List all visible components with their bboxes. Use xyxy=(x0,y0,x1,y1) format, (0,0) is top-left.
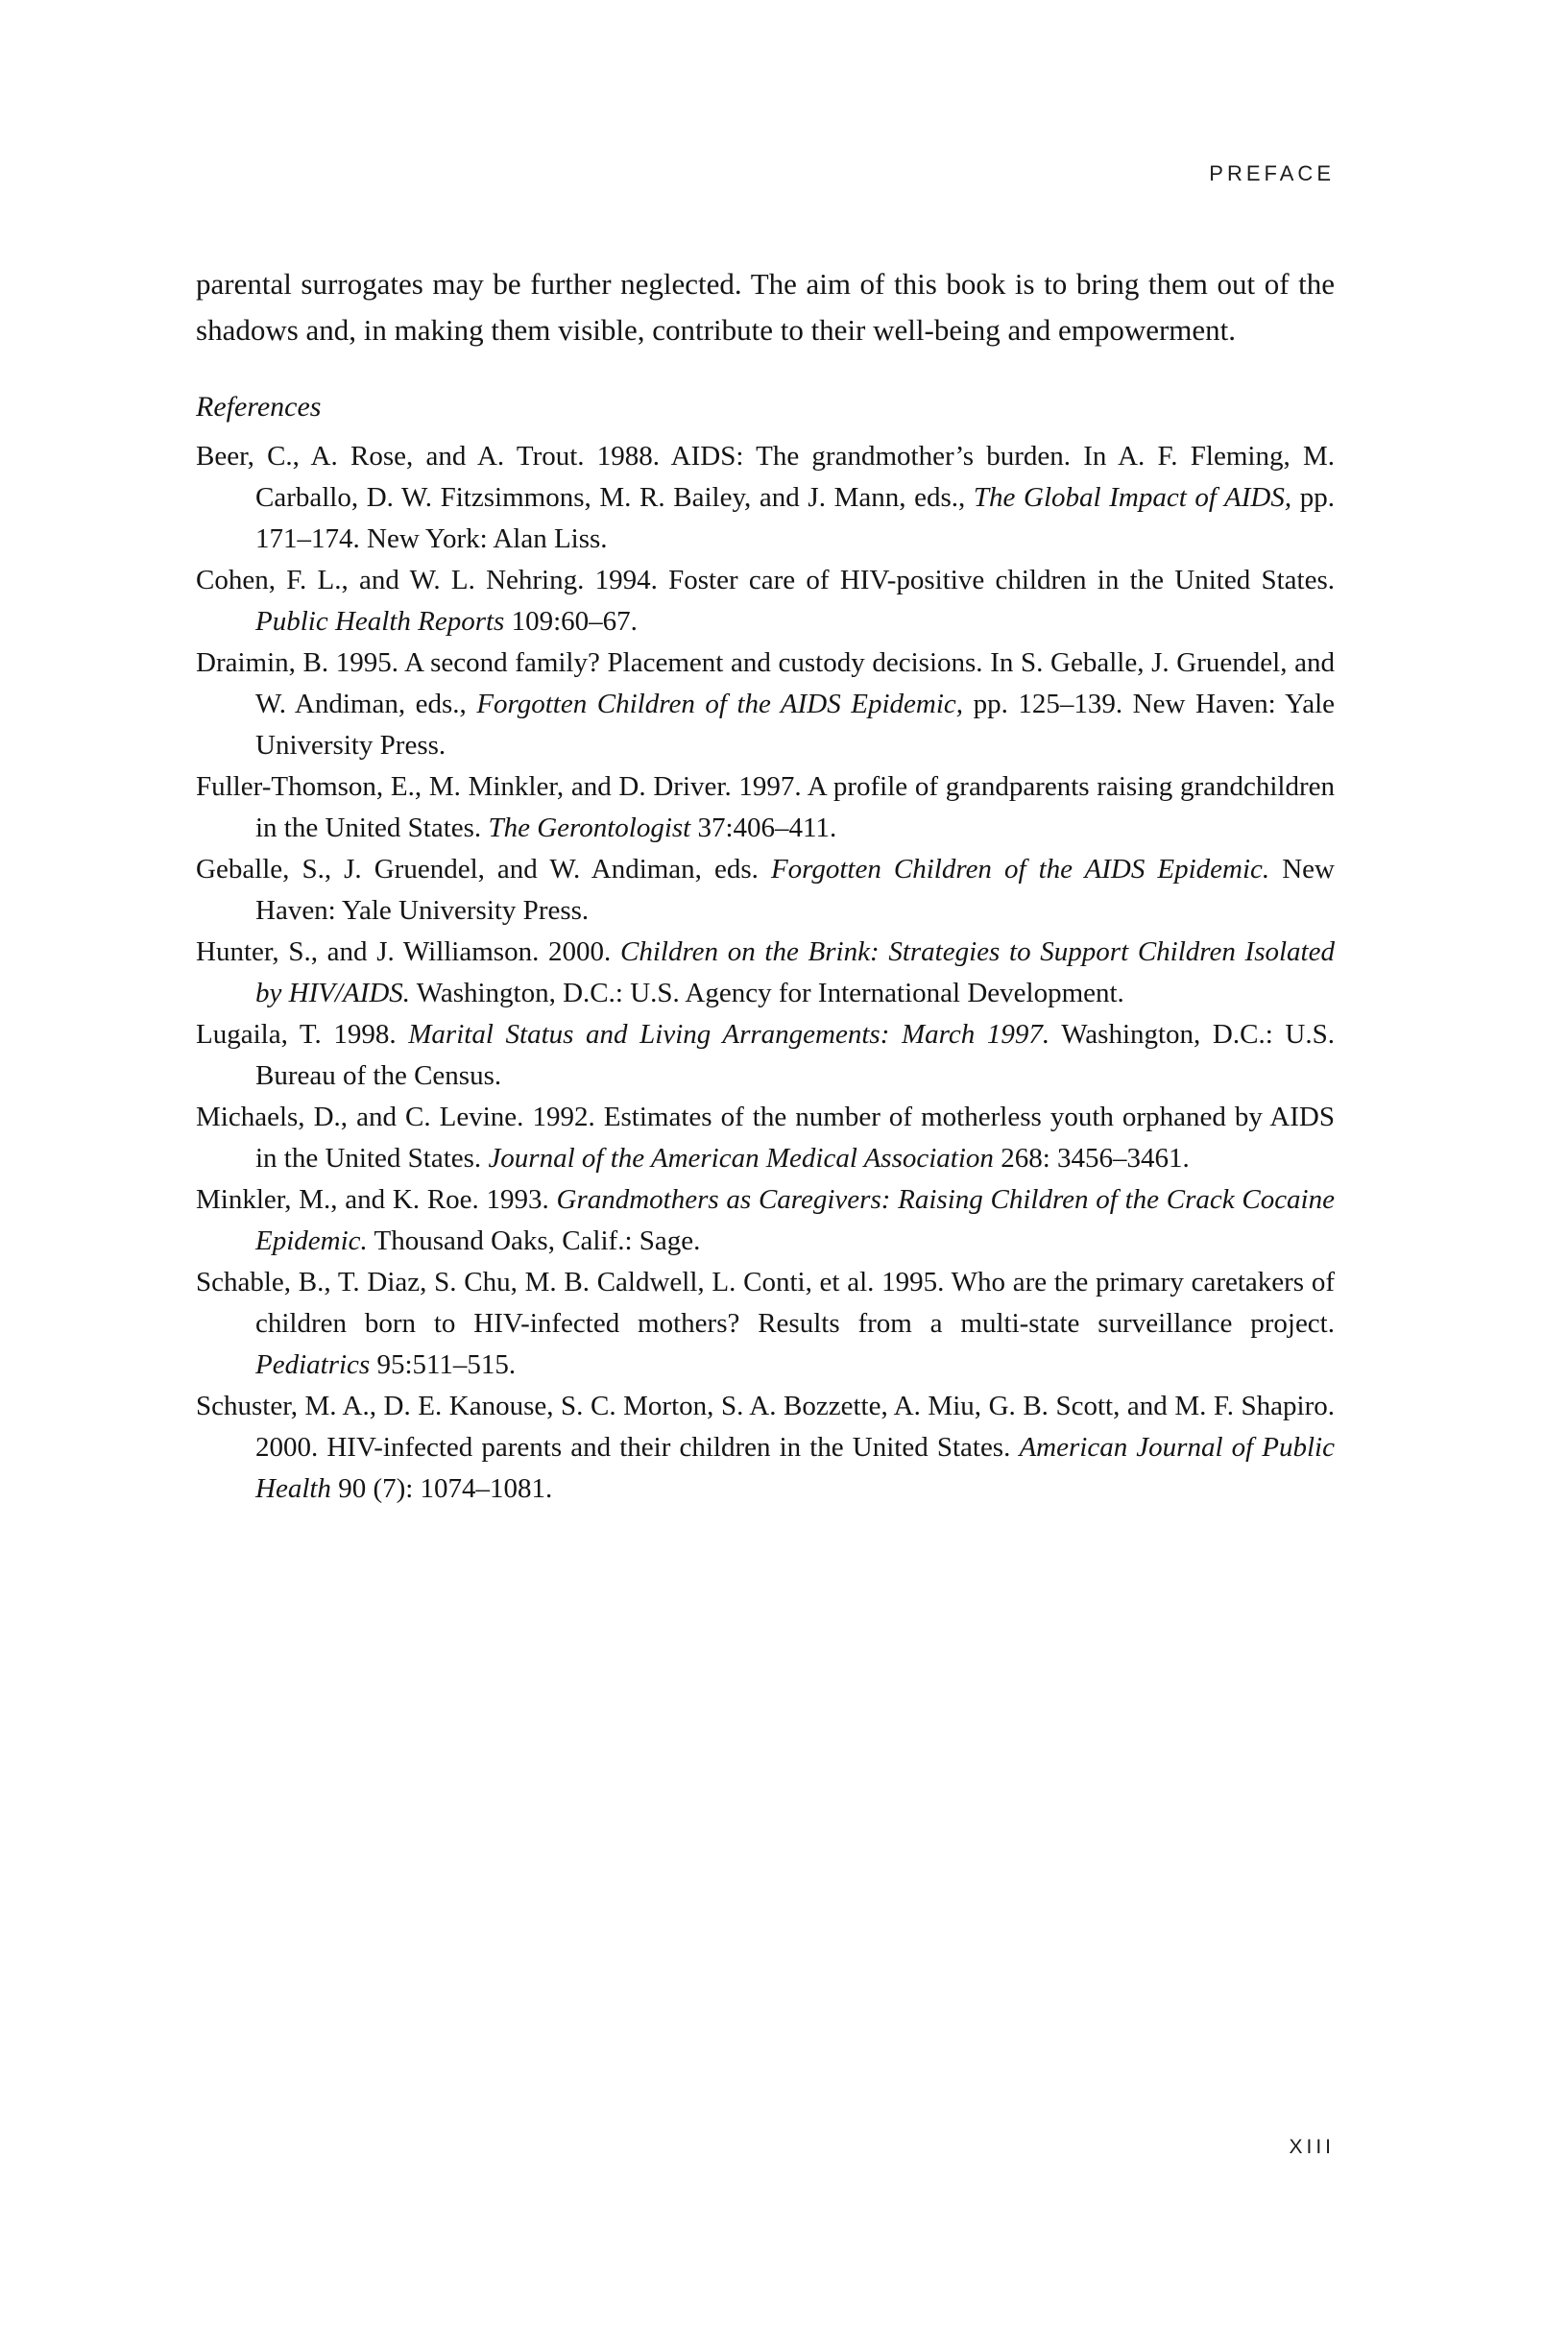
reference-entry xyxy=(196,766,1335,849)
reference-title-italic: Marital Status and Living Arrangements: March 1997. xyxy=(408,1019,1050,1050)
reference-text: Michaels, D., and C. Levine. 1992. Estimates of the number of motherless youth orphaned by AIDS in the United States. xyxy=(196,1102,1335,1174)
reference-entry xyxy=(196,932,1335,1014)
preface-paragraph: parental surrogates may be further neglected. The aim of this book is to bring them out of the shadows and, in making them visible, contribute to their well-being and empowerment. xyxy=(196,267,1335,347)
reference-title-italic: Grandmothers as Caregivers: Raising Children of the Crack Cocaine Epidemic. xyxy=(255,1184,1335,1256)
reference-entry xyxy=(196,1179,1335,1262)
reference-text: Schuster, M. A., D. E. Kanouse, S. C. Morton, S. A. Bozzette, A. Miu, G. B. Scott, and M. F. Shapiro. 2000. HIV-infected parents and their children in the United States. xyxy=(196,1391,1335,1463)
references-heading: References xyxy=(196,391,322,423)
reference-text: 95:511–515. xyxy=(370,1349,517,1380)
reference-title-italic: Journal of the American Medical Association xyxy=(488,1143,994,1174)
reference-title-italic: Children on the Brink: Strategies to Support Children Isolated by HIV/AIDS. xyxy=(255,936,1335,1008)
reference-text: 109:60–67. xyxy=(504,606,638,637)
reference-text: pp. 125–139. New Haven: Yale University Press. xyxy=(255,689,1336,761)
page-number: XIII xyxy=(1289,2136,1335,2158)
reference-title-italic: Pediatrics xyxy=(255,1349,371,1380)
reference-list xyxy=(196,436,1335,1510)
reference-title-italic: Forgotten Children of the AIDS Epidemic, xyxy=(476,689,964,719)
reference-text: Thousand Oaks, Calif.: Sage. xyxy=(367,1225,701,1256)
reference-text: 37:406–411. xyxy=(690,812,837,843)
reference-text: 268: 3456–3461. xyxy=(993,1143,1190,1174)
reference-title-italic: The Gerontologist xyxy=(488,812,691,843)
reference-text: Fuller-Thomson, E., M. Minkler, and D. Driver. 1997. A profile of grandparents raising grandchildren in the United States. xyxy=(196,771,1335,843)
reference-entry xyxy=(196,849,1335,932)
reference-text: Cohen, F. L., and W. L. Nehring. 1994. Foster care of HIV-positive children in the United States. xyxy=(196,565,1335,595)
reference-text: Draimin, B. 1995. A second family? Placement and custody decisions. In S. Geballe, J. Gruendel, and W. Andiman, eds., xyxy=(196,647,1335,719)
reference-text: 90 (7): 1074–1081. xyxy=(330,1473,553,1504)
reference-entry xyxy=(196,643,1335,766)
reference-text: Washington, D.C.: U.S. Agency for International Development. xyxy=(410,978,1124,1008)
reference-text: Washington, D.C.: U.S. Bureau of the Census. xyxy=(255,1019,1335,1091)
reference-entry xyxy=(196,436,1335,560)
reference-text: Minkler, M., and K. Roe. 1993. xyxy=(196,1184,557,1215)
reference-entry xyxy=(196,1014,1335,1097)
reference-entry xyxy=(196,1262,1335,1386)
reference-title-italic: American Journal of Public Health xyxy=(255,1432,1335,1504)
reference-text: Beer, C., A. Rose, and A. Trout. 1988. AIDS: The grandmother’s burden. In A. F. Fleming, M. Carballo, D. W. Fitzsimmons, M. R. Bailey, and J. Mann, eds., xyxy=(196,441,1335,513)
reference-text: Lugaila, T. 1998. xyxy=(196,1019,409,1050)
reference-text: pp. 171–174. New York: Alan Liss. xyxy=(255,482,1336,554)
running-head: PREFACE xyxy=(1209,161,1335,185)
reference-title-italic: Public Health Reports xyxy=(255,606,505,637)
reference-text: New Haven: Yale University Press. xyxy=(255,854,1335,926)
reference-text: Geballe, S., J. Gruendel, and W. Andiman, eds. xyxy=(196,854,771,885)
reference-text: Schable, B., T. Diaz, S. Chu, M. B. Caldwell, L. Conti, et al. 1995. Who are the primary caretakers of children born to HIV-infected mothers? Results from a multi-state surveillance project. xyxy=(196,1267,1335,1339)
reference-entry xyxy=(196,1097,1335,1179)
reference-title-italic: Forgotten Children of the AIDS Epidemic. xyxy=(770,854,1270,885)
reference-text: Hunter, S., and J. Williamson. 2000. xyxy=(196,936,620,967)
reference-entry xyxy=(196,1386,1335,1510)
reference-title-italic: The Global Impact of AIDS, xyxy=(973,482,1292,513)
reference-entry xyxy=(196,560,1335,643)
